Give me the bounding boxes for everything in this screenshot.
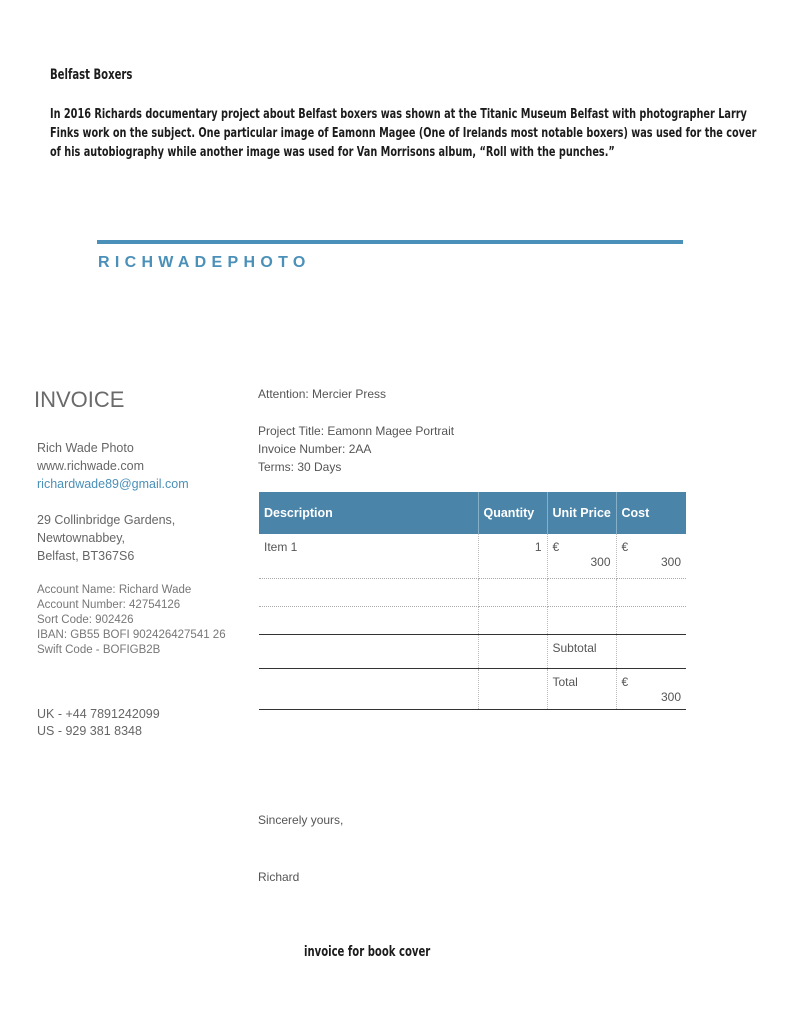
table-header-row: [259, 492, 686, 534]
invoice-number: Invoice Number: 2AA: [258, 442, 372, 456]
closing-text: Sincerely yours,: [258, 813, 344, 827]
total-row: [259, 669, 686, 710]
phone-numbers: [37, 706, 160, 740]
address-line: Newtownabbey,: [37, 531, 126, 545]
invoice-table: [259, 492, 686, 710]
attention-line: Attention: Mercier Press: [258, 387, 387, 401]
sort-code: Sort Code: 902426: [37, 614, 134, 626]
header-description: Description: [259, 492, 478, 534]
address-line: Belfast, BT367S6: [37, 549, 135, 563]
phone-uk: UK - +44 7891242099: [37, 707, 160, 721]
company-name: Rich Wade Photo: [37, 441, 134, 455]
intro-line: In 2016 Richards documentary project about Belfast boxers was shown at the Titanic Museum Belfast with photographer Larry: [50, 106, 747, 122]
header-unit-price: Unit Price: [547, 492, 616, 534]
invoice-title: INVOICE: [34, 387, 125, 412]
item-quantity: 1: [478, 534, 547, 579]
currency-symbol: €: [621, 675, 629, 689]
bank-details: [37, 583, 226, 658]
table-row-empty: [259, 607, 686, 635]
phone-us: US - 929 381 8348: [37, 724, 142, 738]
total-cell: [616, 669, 686, 710]
sender-contact: [37, 439, 189, 493]
total-value: 300: [660, 690, 681, 704]
caption: invoice for book cover: [304, 944, 431, 960]
header-cost: Cost: [616, 492, 686, 534]
signature: Richard: [258, 870, 300, 884]
subtotal-row: [259, 635, 686, 669]
account-name: Account Name: Richard Wade: [37, 584, 192, 596]
cost-value: 300: [660, 555, 681, 569]
section-heading: Belfast Boxers: [50, 67, 133, 83]
item-cost: [616, 534, 686, 579]
intro-line: of his autobiography while another image was used for Van Morrisons album, “Roll with the punches.”: [50, 144, 615, 160]
currency-symbol: €: [552, 540, 560, 554]
address-line: 29 Collinbridge Gardens,: [37, 513, 176, 527]
iban: IBAN: GB55 BOFI 902426427541 26: [37, 629, 226, 641]
item-unit-price: [547, 534, 616, 579]
item-description: Item 1: [259, 534, 478, 579]
header-quantity: Quantity: [478, 492, 547, 534]
payment-terms: Terms: 30 Days: [258, 460, 342, 474]
swift-code: Swift Code - BOFIGB2B: [37, 644, 161, 656]
subtotal-value: [616, 635, 686, 669]
table-row-empty: [259, 579, 686, 607]
account-number: Account Number: 42754126: [37, 599, 181, 611]
table-row: [259, 534, 686, 579]
email-link[interactable]: richardwade89@gmail.com: [37, 477, 189, 491]
intro-line: Finks work on the subject. One particular image of Eamonn Magee (One of Irelands most notable boxers) was used for the cover: [50, 125, 757, 141]
intro-paragraph: [50, 105, 756, 162]
sender-address: [37, 511, 175, 565]
unit-price-value: 300: [590, 555, 611, 569]
total-label: Total: [547, 669, 616, 710]
currency-symbol: €: [621, 540, 629, 554]
website-link[interactable]: www.richwade.com: [37, 459, 144, 473]
subtotal-label: Subtotal: [547, 635, 616, 669]
brand-rule: [97, 240, 683, 244]
project-details: [258, 422, 454, 476]
brand-logo-text: RICHWADEPHOTO: [98, 254, 311, 271]
project-title: Project Title: Eamonn Magee Portrait: [258, 424, 455, 438]
